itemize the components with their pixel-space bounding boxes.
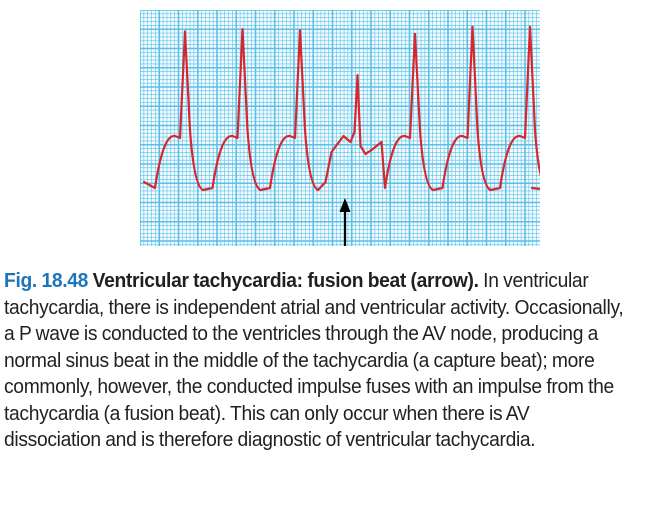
figure-number: Fig. 18.48 <box>4 269 89 292</box>
figure-caption <box>4 268 624 454</box>
ecg-strip-graphic <box>140 10 540 246</box>
figure-caption-body: In ventricular tachycardia, there is independent atrial and ventricular activity. Occasionally, a P wave is conducted to the ventricles through the AV node, producing a normal sinus beat in the middle of the tachycardia (a capture beat); more commonly, however, the conducted impulse fuses with an impulse from the tachycardia (a fusion beat). This can only occur when there is AV dissociation and is therefore diagnostic of ventricular tachycardia. <box>4 269 624 451</box>
figure-title: Ventricular tachycardia: fusion beat (arrow). <box>92 269 479 292</box>
ecg-strip-figure <box>140 10 540 246</box>
